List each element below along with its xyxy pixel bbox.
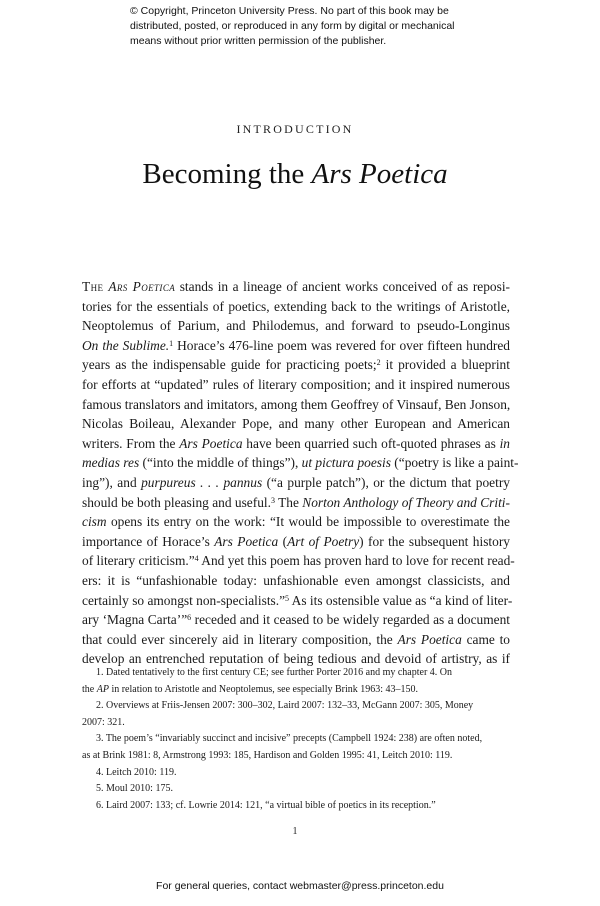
body-line: [82, 512, 510, 532]
body-text: it provided a blueprint: [380, 357, 510, 373]
body-text: of literary criticism.”: [82, 553, 195, 569]
body-line: [82, 453, 519, 473]
page-number: 1: [292, 826, 298, 837]
body-line: [82, 277, 510, 297]
copyright-notice: [130, 4, 510, 49]
body-text: (“a purple patch”), or the dictum that poetry: [262, 474, 511, 490]
footnote: [82, 682, 512, 699]
italic-phrase: medias res: [82, 455, 140, 471]
footnotes: [82, 665, 512, 814]
body-line: Neoptolemus of Parium, and Philodemus, and forward to pseudo-Longinus: [82, 318, 510, 334]
body-line: [82, 473, 510, 493]
chapter-title-italic: Ars Poetica: [311, 158, 448, 190]
body-text: As its ostensible value as “a kind of liter-: [289, 592, 513, 608]
italic-title: Art of Poetry: [287, 533, 360, 549]
copyright-line: means without prior written permission of the publisher.: [130, 35, 387, 47]
body-line: develop an entrenched reputation of being tedious and devoid of artistry, as if: [82, 651, 510, 667]
footnote-ref[interactable]: 2: [376, 358, 381, 368]
italic-title: Norton Anthology of Theory and Criti-: [302, 494, 510, 510]
footnote-ref[interactable]: 3: [270, 495, 275, 505]
footnote-text: in relation to Aristotle and Neoptolemus, see especially Brink 1963: 43–150.: [108, 683, 419, 695]
chapter-title-plain: Becoming the: [142, 158, 312, 190]
body-text: years as the indispensable guide for practicing poets;: [82, 357, 377, 373]
lead-small-caps: The: [82, 279, 109, 294]
copyright-line: distributed, posted, or reproduced in any form by digital or mechanical: [130, 20, 455, 32]
italic-title: Ars Poetica: [397, 631, 462, 647]
body-line: [82, 493, 510, 513]
body-text: The: [274, 494, 303, 510]
footnote: 2. Overviews at Friis-Jensen 2007: 300–302, Laird 2007: 132–33, McGann 2007: 305, Money: [96, 700, 474, 712]
body-text: came to: [461, 631, 511, 647]
body-text: (“poetry is like a paint-: [390, 455, 519, 471]
body-line: [82, 434, 510, 454]
footnote-ref[interactable]: 4: [194, 554, 199, 564]
body-text: ary ‘Magna Carta’”: [82, 612, 188, 628]
body-line: [82, 532, 510, 552]
footnote-ref[interactable]: 6: [187, 613, 192, 623]
body-line: [82, 355, 510, 375]
body-line: famous translators and imitators, among them Geoffrey of Vinsauf, Ben Jonson,: [82, 396, 511, 412]
footnote: 3. The poem’s “invariably succinct and incisive” precepts (Campbell 1924: 238) are often noted,: [96, 733, 483, 745]
chapter-label: INTRODUCTION: [236, 122, 354, 136]
body-text: opens its entry on the work: “It would be impossible to overestimate the: [106, 514, 510, 530]
body-line: tories for the essentials of poetics, extending back to the writings of Aristotle,: [82, 298, 510, 314]
footnote-ref[interactable]: 1: [169, 338, 174, 348]
italic-title: Ars Poetica: [214, 533, 279, 549]
footnote-ref[interactable]: 5: [285, 593, 290, 603]
footnote: 6. Laird 2007: 133; cf. Lowrie 2014: 121, “a virtual bible of poetics in its reception.”: [96, 799, 436, 811]
contact-line: For general queries, contact webmaster@press.princeton.edu: [156, 880, 444, 892]
italic-abbrev: AP: [96, 683, 109, 695]
body-line: [82, 630, 510, 650]
body-text: receded and it ceased to be widely regarded as a document: [191, 612, 511, 628]
chapter-title: [0, 158, 590, 191]
body-line: Nicolas Boileau, Alexander Pope, and many other European and American: [82, 416, 510, 432]
body-line: [82, 551, 515, 571]
body-paragraph: [82, 277, 519, 669]
body-text: have been quarried such oft-quoted phrases as: [242, 435, 500, 451]
body-text: (: [278, 533, 288, 549]
italic-title: On the Sublime.: [82, 337, 170, 353]
body-line: for efforts at “updated” rules of literary composition; and it inspired numerous: [82, 376, 510, 392]
italic-title: cism: [82, 514, 107, 530]
footnote: 1. Dated tentatively to the first century CE; see further Porter 2016 and my chapter 4. On: [96, 667, 453, 678]
body-text: that could ever sincerely aid in literary composition, the: [82, 631, 398, 647]
italic-phrase: purpureus . . . pannus: [141, 474, 263, 490]
copyright-line: © Copyright, Princeton University Press. No part of this book may be: [130, 5, 449, 17]
lead-small-caps-italic: Ars Poetica: [108, 279, 176, 294]
italic-phrase: in: [499, 435, 510, 451]
body-text: ) for the subsequent history: [359, 533, 510, 549]
body-text: importance of Horace’s: [82, 533, 215, 549]
body-text: ing”), and: [82, 474, 142, 490]
body-text: writers. From the: [82, 435, 180, 451]
italic-phrase: ut pictura poesis: [301, 455, 391, 471]
body-line: [82, 610, 510, 630]
body-line: ers: it is “unfashionable today: unfashionable even amongst classicists, and: [82, 572, 510, 588]
body-text: Horace’s 476-line poem was revered for over fifteen hundred: [173, 337, 510, 353]
body-text: And yet this poem has proven hard to love for recent read-: [198, 553, 515, 569]
body-text: (“into the middle of things”),: [139, 455, 302, 471]
body-line: [82, 591, 513, 611]
body-text: certainly so amongst non-specialists.”: [82, 592, 286, 608]
footnote: 4. Leitch 2010: 119.: [96, 766, 177, 778]
body-text: stands in a lineage of ancient works conceived of as reposi-: [175, 279, 510, 294]
italic-title: Ars Poetica: [179, 435, 243, 451]
footnote: 5. Moul 2010: 175.: [96, 783, 173, 795]
body-text: should be both pleasing and useful.: [82, 494, 271, 510]
footnote: as at Brink 1981: 8, Armstrong 1993: 185, Hardison and Golden 1995: 41, Leitch 2010: 119.: [82, 749, 453, 761]
footnote-text: the: [82, 683, 97, 695]
body-line: [82, 336, 510, 356]
footnote: 2007: 321.: [82, 716, 125, 728]
